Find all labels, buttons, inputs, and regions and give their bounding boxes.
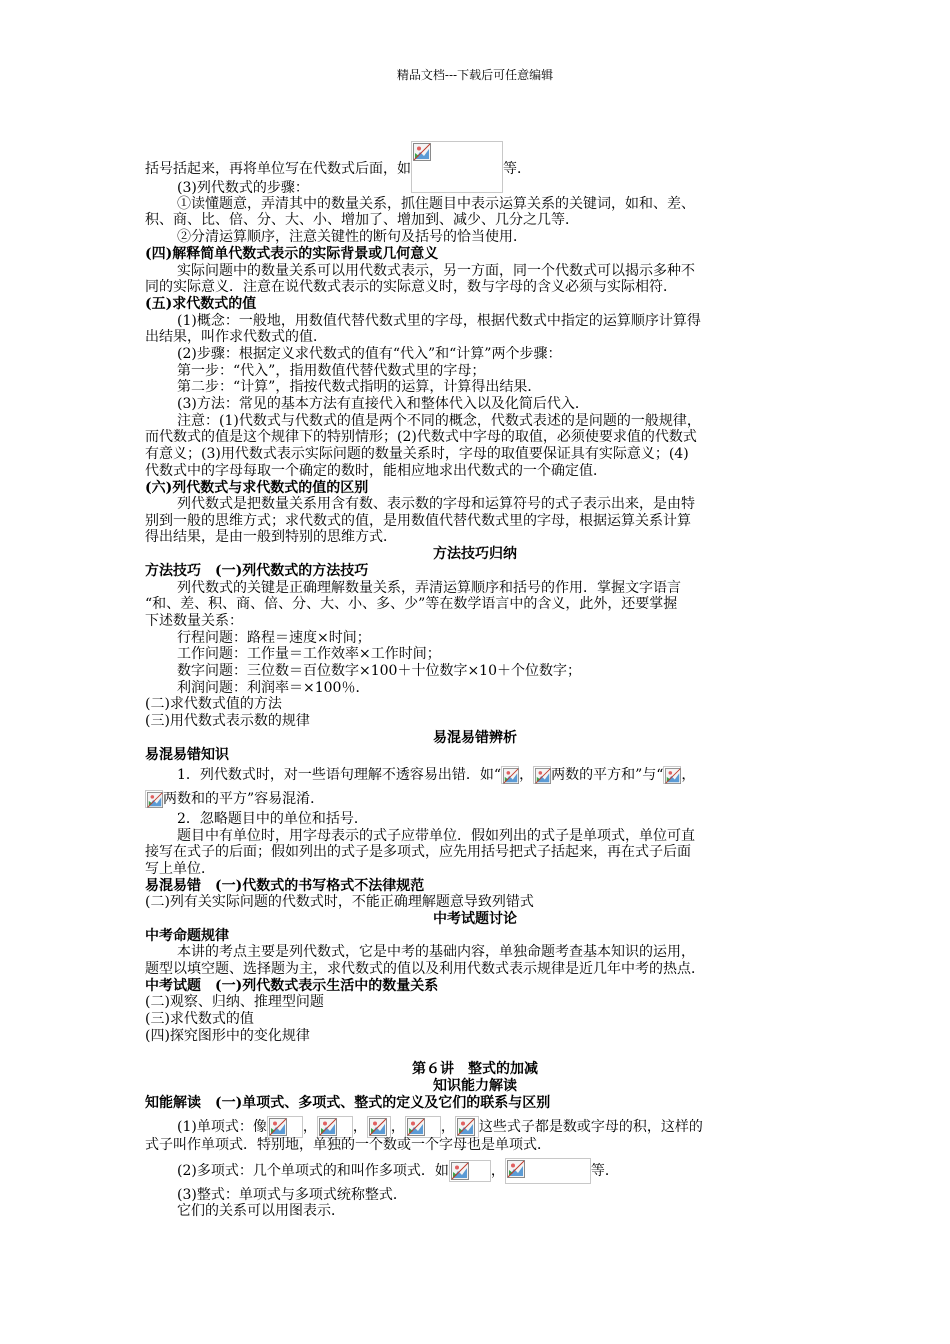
paragraph-line: 同的实际意义．注意在说代数式表示的实际意义时，数与字母的含义必须与实际相符． — [145, 279, 677, 295]
paragraph-line: 题型以填空题、选择题为主，求代数式的值以及利用代数式表示规律是近几年中考的热点． — [145, 961, 705, 977]
paragraph-line: (3)列代数式的步骤： — [177, 180, 309, 196]
paragraph-line: 出结果，叫作求代数式的值． — [145, 329, 327, 345]
paragraph-line: 列代数式是把数量关系用含有数、表示数的字母和运算符号的式子表示出来，是由特 — [177, 496, 695, 512]
paragraph-line: (二)观察、归纳、推理型问题 — [145, 994, 324, 1010]
broken-image-icon — [501, 766, 519, 784]
broken-image-icon — [455, 1116, 479, 1138]
paragraph-line: 行程问题：路程＝速度×时间； — [177, 630, 371, 646]
paragraph-line: ①读懂题意，弄清其中的数量关系，抓住题目中表示运算关系的关键词，如和、差、 — [177, 196, 695, 212]
paragraph-line: 中考试题 (一)列代数式表示生活中的数量关系 — [145, 978, 439, 994]
section-heading: (四)解释简单代数式表示的实际背景或几何意义 — [145, 246, 439, 262]
paragraph-line: (二)求代数式值的方法 — [145, 696, 282, 712]
paragraph-line: (1)单项式：像 ， ， ， ， 这些式子都是数或字母的积，这样的 — [177, 1116, 703, 1138]
section-heading: (六)列代数式与求代数式的值的区别 — [145, 480, 369, 496]
broken-image-icon — [367, 1116, 391, 1138]
section-heading: 易混易错知识 — [145, 747, 229, 763]
paragraph-line: 第二步：“计算”，指按代数式指明的运算，计算得出结果． — [177, 379, 542, 395]
paragraph-line: 题目中有单位时，用字母表示的式子应带单位．假如列出的式子是单项式，单位可直 — [177, 828, 695, 844]
paragraph-line: 工作问题：工作量＝工作效率×工作时间； — [177, 646, 441, 662]
paragraph-line: 括号括起来，再将单位写在代数式后面，如 等． — [145, 143, 531, 195]
section-title: 易混易错辨析 — [433, 730, 517, 746]
paragraph-line: 实际问题中的数量关系可以用代数式表示，另一方面，同一个代数式可以揭示多种不 — [177, 263, 695, 279]
paragraph-line: 易混易错 (一)代数式的书写格式不法律规范 — [145, 878, 425, 894]
paragraph-line: 接写在式子的后面；假如列出的式子是多项式，应先用括号把式子括起来，再在式子后面 — [145, 844, 691, 860]
paragraph-line: 它们的关系可以用图表示． — [177, 1203, 345, 1219]
paragraph-line: (3)方法：常见的基本方法有直接代入和整体代入以及化简后代入． — [177, 396, 589, 412]
page-header: 精品文档---下载后可任意编辑 — [396, 68, 554, 82]
paragraph-line: 利润问题：利润率＝×100％． — [177, 680, 370, 696]
paragraph-line: 数字问题：三位数＝百位数字×100＋十位数字×10＋个位数字； — [177, 663, 581, 679]
paragraph-line: (1)概念：一般地，用数值代替代数式里的字母，根据代数式中指定的运算顺序计算得 — [177, 313, 701, 329]
broken-image-icon — [411, 141, 503, 193]
paragraph-line: 别到一般的思维方式；求代数式的值，是用数值代替代数式里的字母，根据运算关系计算 — [145, 513, 691, 529]
paragraph-line: (三)求代数式的值 — [145, 1011, 254, 1027]
paragraph-line: 得出结果，是由一般到特别的思维方式． — [145, 529, 397, 545]
paragraph-line: 注意：(1)代数式与代数式的值是两个不同的概念，代数式表述的是问题的一般规律， — [177, 413, 701, 429]
paragraph-line: 有意义；(3)用代数式表示实际问题的数量关系时，字母的取值要保证具有实际意义；(4) — [145, 446, 689, 462]
paragraph-line: 积、商、比、倍、分、大、小、增加了、增加到、减少、几分之几等． — [145, 212, 579, 228]
broken-image-icon — [145, 790, 163, 808]
paragraph-line: (3)整式：单项式与多项式统称整式． — [177, 1187, 407, 1203]
broken-image-icon — [317, 1116, 353, 1138]
broken-image-icon — [449, 1160, 491, 1182]
section-heading: (五)求代数式的值 — [145, 296, 257, 312]
section-heading: 中考命题规律 — [145, 928, 229, 944]
broken-image-icon — [405, 1116, 441, 1138]
paragraph-line: 列代数式的关键是正确理解数量关系，弄清运算顺序和括号的作用．掌握文字语言 — [177, 580, 681, 596]
paragraph-line: ②分清运算顺序，注意关键性的断句及括号的恰当使用． — [177, 229, 527, 245]
paragraph-line: 第一步：“代入”，指用数值代替代数式里的字母； — [177, 363, 486, 379]
paragraph-line: 两数和的平方”容易混淆． — [145, 790, 324, 808]
paragraph-line: 本讲的考点主要是列代数式，它是中考的基础内容，单独命题考查基本知识的运用， — [177, 944, 695, 960]
paragraph-line: “和、差、积、商、倍、分、大、小、多、少”等在数学语言中的含义，此外，还要掌握 — [145, 596, 678, 612]
broken-image-icon — [267, 1116, 303, 1138]
paragraph-line: 式子叫作单项式．特别地，单独的一个数或一个字母也是单项式． — [145, 1137, 551, 1153]
broken-image-icon — [663, 766, 681, 784]
paragraph-line: (三)用代数式表示数的规律 — [145, 713, 310, 729]
broken-image-icon — [505, 1158, 591, 1184]
paragraph-line: 2．忽略题目中的单位和括号． — [177, 811, 368, 827]
section-title: 中考试题讨论 — [433, 911, 517, 927]
broken-image-icon — [533, 766, 551, 784]
chapter-title: 第６讲 整式的加减 — [412, 1061, 538, 1077]
paragraph-line: (2)步骤：根据定义求代数式的值有“代入”和“计算”两个步骤： — [177, 346, 562, 362]
section-title: 知识能力解读 — [433, 1078, 517, 1094]
paragraph-line: 代数式中的字母每取一个确定的数时，能相应地求出代数式的一个确定值． — [145, 463, 607, 479]
section-heading: 知能解读 (一)单项式、多项式、整式的定义及它们的联系与区别 — [145, 1095, 551, 1111]
paragraph-line: 而代数式的值是这个规律下的特别情形；(2)代数式中字母的取值，必须使要求值的代数式 — [145, 429, 697, 445]
paragraph-line: (二)列有关实际问题的代数式时，不能正确理解题意导致列错式 — [145, 894, 534, 910]
paragraph-line: (四)探究图形中的变化规律 — [145, 1028, 310, 1044]
paragraph-line: 1．列代数式时，对一些语句理解不透容易出错．如“ ， 两数的平方和”与“ ， — [177, 767, 696, 783]
paragraph-line: (2)多项式：几个单项式的和叫作多项式．如 ， 等． — [177, 1158, 619, 1184]
paragraph-line: 下述数量关系： — [145, 613, 243, 629]
section-title: 方法技巧归纳 — [433, 546, 517, 562]
paragraph-line: 写上单位． — [145, 861, 215, 877]
section-heading: 方法技巧 (一)列代数式的方法技巧 — [145, 563, 369, 579]
